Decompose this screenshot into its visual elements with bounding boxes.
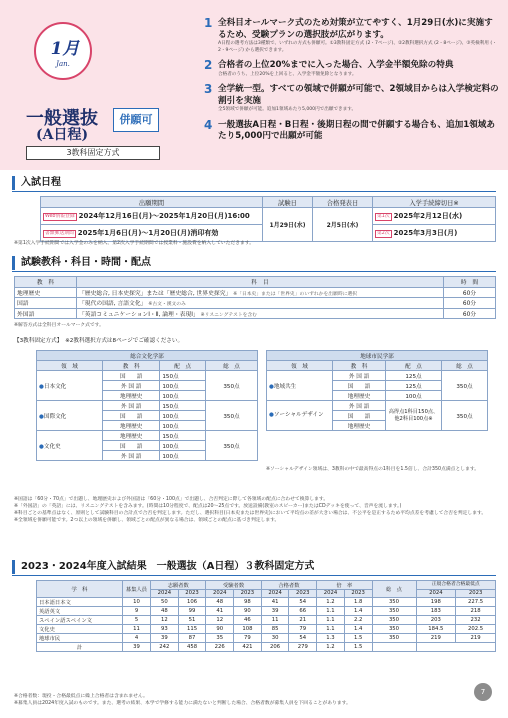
cell: 10 [123,597,151,606]
course: 「歴史総合, 日本史探究」または「歴史総合, 世界史探究」 [79,290,232,297]
th: 志願者数 [151,581,206,590]
cell: 1.3 [317,633,345,642]
cell: 外 国 語 [103,451,160,461]
cell: 1.4 [344,606,372,615]
point-main: 全科目オールマーク式のため対策が立てやすく、1月29日(水)に実施するため、受験プランの選択肢が広がります。 [218,18,493,40]
course-note: ※古文・漢文のみ [148,302,186,308]
th: 2023 [234,590,262,598]
cell: 11 [261,615,289,624]
cell: 国 語 [103,441,160,451]
cell: 458 [178,642,206,651]
th: 学 科 [37,581,123,598]
cell: 1.8 [344,597,372,606]
page-title: 一般選抜 [26,108,98,129]
mail-tag: 書類郵送期間 [45,230,74,236]
cell: 日本語日本文 [37,597,123,606]
cell: 48 [206,597,234,606]
th: 領 域 [37,361,103,371]
mail-period: 2025年1月6日(月)〜1月20日(月)消印有効 [77,229,219,237]
cell: 国 語 [103,371,160,381]
cell: 12 [151,615,179,624]
th: 総 点 [206,361,258,371]
cell: 100点 [160,451,206,461]
cell: 350 [372,597,416,606]
cell: 279 [289,642,317,651]
cell: 99 [178,606,206,615]
th: 2024 [151,590,179,598]
point-sub: 合格者のうち、上位20%を上回ると、入学金半額免除となります。 [218,71,357,77]
th-period: 出願期間 [41,197,263,208]
results-body [37,597,496,651]
note-line: ※合格者数：現役・合格最低点に繰上合格者は含まれません。 [14,694,148,699]
course-note: ※「日本史」または「世界史」のいずれかを出願時に選択 [233,291,358,297]
cell: 115 [178,624,206,633]
cell: 地理歴史 [333,391,386,401]
cell: 外 国 語 [333,371,386,381]
month-circle [34,22,92,80]
point-number: 4 [204,117,213,132]
cell: 1.2 [317,597,345,606]
cell: 421 [234,642,262,651]
cell: 60分 [444,287,496,298]
results-table [36,580,496,652]
table-row [37,597,496,606]
th-deadline: 入学手続締切日※ [373,197,496,208]
course: 「英語コミュニケーションⅠ・Ⅱ, 論理・表現Ⅰ」 [79,311,199,318]
cell: 1.5 [344,633,372,642]
divider [12,575,496,576]
table-row [15,308,496,319]
point-main: 合格者の上位20%までに入った場合、入学金半額免除の特典 [218,60,454,71]
cell: 4 [123,633,151,642]
th-announce: 合格発表日 [313,197,373,208]
g2-note: ※ソーシャルデザイン領域は、3教科の中で最高得点の1科目を1.5倍し、合計350点満点とします。 [266,467,480,472]
cell: 英語英文 [37,606,123,615]
cell: 21 [289,615,317,624]
cell: 125点 [386,371,442,381]
cell: 100点 [160,441,206,451]
section-title-results: 2023・2024年度入試結果 一般選抜（A日程）３教科固定方式 [12,560,314,574]
cell: 1.2 [317,642,345,651]
cell: 106 [178,597,206,606]
g1-name: 総合文化学部 [37,351,258,361]
cell: 350 [372,624,416,633]
th: 倍 率 [317,581,372,590]
note-line: ※科目ごとの基準点はなく、原則として試験科目の合計点で合否を判定します。ただし、選択科目(日本史または世界史)において平均点の差が大きい場合は、不公平を是正するため平均点差を考慮して合否を判定します。 [14,511,487,516]
cell: 87 [178,633,206,642]
note-line: ※募集人員は2024年度入試のものです。また、選考の結果、本学で学修する能力に満たないと判断した場合、合格者数が募集人員を下回ることがあります。 [14,701,351,706]
cell: 外 国 語 [103,381,160,391]
cell: 100点 [160,381,206,391]
table-row [37,624,496,633]
cell [77,298,444,309]
cell: 2.2 [344,615,372,624]
point-sub: A日程の選考方法は3種類で、いずれの方式も併願可。①3教科固定方式 (2・7ページ)、②2教科選択方式 (2・8ページ)、③英検利用 (・2・9ページ) から選択できます。 [218,41,497,53]
th: 領 域 [267,361,333,371]
domain: ソーシャルデザイン [273,412,324,418]
cell: 外国語 [15,308,77,319]
d1-date: 2025年2月12日(水) [393,212,463,220]
th: 受験者数 [206,581,261,590]
web-tag: Web情報登録 [45,213,75,219]
cell: 41 [206,606,234,615]
cell: 350点 [442,371,488,401]
cell: 79 [234,633,262,642]
cell: 218 [456,606,496,615]
cell: 150点 [160,431,206,441]
th: 2023 [178,590,206,598]
g1-table [36,350,258,461]
th: 2024 [261,590,289,598]
g2-table [266,350,488,431]
d2-tag: 第2次 [377,230,390,236]
d1-tag: 第1次 [377,213,390,219]
cell: 54 [289,597,317,606]
table-row [37,615,496,624]
th: 合格者数 [261,581,316,590]
domain-cell: ●国際文化 [37,401,103,431]
course: 「現代の国語, 言語文化」 [79,301,147,308]
point-1 [204,18,500,54]
th-subject: 教 科 [15,277,77,288]
point-number: 1 [204,16,213,30]
cell: 39 [261,606,289,615]
table-row [37,633,496,642]
cell: 1.1 [317,615,345,624]
divider [12,271,496,272]
schedule-table [40,196,496,242]
cell: 外 国 語 [103,401,160,411]
th: 教 科 [103,361,160,371]
fixed-method-note: 【3教科固定方式】 ※2教科選択方式は8ページでご確認ください。 [14,338,184,344]
cell: 184.5 [416,624,456,633]
section-title-schedule: 入試日程 [12,176,61,190]
cell: 227.5 [456,597,496,606]
month-en-label: Jan. [56,60,70,68]
point-number: 3 [204,82,213,97]
cell: 39 [151,633,179,642]
table-row [15,287,496,298]
cell: 183 [416,606,456,615]
cell: 9 [123,606,151,615]
cell: 206 [261,642,289,651]
domain-cell: ●文化史 [37,431,103,461]
announce-date: 2月5日(水) [313,208,373,242]
cell: 350 [372,633,416,642]
cell: 地球市民 [37,633,123,642]
cell: 350点 [206,431,258,461]
cell: 203 [416,615,456,624]
domain-cell: ●ソーシャルデザイン [267,401,333,431]
cell: 79 [289,624,317,633]
cell: 90 [206,624,234,633]
th-course: 科 目 [77,277,444,288]
cell: 41 [261,597,289,606]
cell: 地理歴史 [103,421,160,431]
cell: 100点 [386,391,442,401]
cell [77,287,444,298]
th: 総 点 [372,581,416,598]
cell: 48 [151,606,179,615]
cell: 1.5 [344,642,372,651]
exam-date: 1月29日(水) [263,208,313,242]
point-main: 一般選抜A日程・B日程・後期日程の間で併願する場合も、追加1領域あたり5,000円で出願が可能 [218,119,495,142]
domain: 日本文化 [43,383,67,390]
cell: 125点 [386,381,442,391]
cell: 60分 [444,298,496,309]
feature-points [204,18,500,149]
cell [77,308,444,319]
mail-period-cell [41,225,263,242]
cell: 5 [123,615,151,624]
subjects-table [14,276,496,319]
cell: 90 [234,606,262,615]
divider [12,191,496,192]
cell: 242 [151,642,179,651]
results-notes [14,693,351,707]
domain: 国際文化 [43,413,67,420]
badge-heigan: 併願可 [113,108,159,132]
deadline-1-cell [373,208,496,225]
cell: 150点 [160,371,206,381]
domain-cell: ●日本文化 [37,371,103,401]
th: 配 点 [386,361,442,371]
th: 2024 [317,590,345,598]
domain-cell: ●地域共生 [267,371,333,401]
cell: 100点 [160,391,206,401]
cell: 国 語 [103,411,160,421]
note-line: ※全領域を併願可能です。2つ以上の領域を併願し、領域ごとの配点が異なる場合は、領域ごとの配点に基づき判定します。 [14,518,280,523]
cell: 39 [123,642,151,651]
cell [372,642,416,651]
web-period: 2024年12月16日(月)〜2025年1月20日(月)16:00 [78,212,250,220]
cell: 国 語 [333,411,386,421]
method-label: 3教科固定方式 [26,146,160,160]
cell: 350点 [206,371,258,401]
cell: 1.4 [344,624,372,633]
point-main: 全学統一型。すべての領域で併願が可能で、2領域目からは入学検定料の割引を実施 [218,84,499,106]
cell: 350点 [442,401,488,431]
th: 募集人員 [123,581,151,598]
schedule-note: ※第1次入学手続期間では入学金のみを納入、第2次入学手続期間では授業料・施設費を納入していただきます。 [14,241,254,246]
cell: 11 [123,624,151,633]
point-number: 2 [204,58,213,73]
deadline-2-cell [373,225,496,242]
cell: 98 [234,597,262,606]
page-subtitle: (A日程) [36,127,89,143]
table-row [37,606,496,615]
domain: 地域共生 [273,383,297,390]
d2-date: 2025年3月3日(月) [393,229,458,237]
th: 配 点 [160,361,206,371]
cell: 60分 [444,308,496,319]
cell: 地理歴史 [103,391,160,401]
cell: 54 [289,633,317,642]
cell: 219 [416,633,456,642]
cell: 350 [372,606,416,615]
th: 正規合格者合格最低点 [416,581,496,590]
cell: 国 語 [333,381,386,391]
table-row [15,298,496,309]
cell: 66 [289,606,317,615]
cell: 232 [456,615,496,624]
web-period-cell [41,208,263,225]
cell: 50 [151,597,179,606]
cell: 1.1 [317,624,345,633]
th: 2023 [456,590,496,598]
cell: 93 [151,624,179,633]
cell: 85 [261,624,289,633]
cell: 文化史 [37,624,123,633]
cell: スペイン語スペイン文 [37,615,123,624]
cell: 高得点1科目150点、他2科目100点※ [386,401,442,431]
cell: 150点 [160,401,206,411]
th: 教 科 [333,361,386,371]
cell: 30 [261,633,289,642]
cell: 51 [178,615,206,624]
cell: 100点 [160,411,206,421]
cell: 202.5 [456,624,496,633]
note-line: ※国語は「60分・70点」で出題し、地理歴史および外国語は「60分・100点」で出題し、合否判定に際して各領域の配点に合わせて換算します。 [14,497,329,502]
th: 2023 [289,590,317,598]
cell: 35 [206,633,234,642]
cell: 226 [206,642,234,651]
th: 2024 [416,590,456,598]
subjects-note: ※解答方式は全科目オールマーク式です。 [14,323,104,328]
month-label: 1月 [50,39,80,59]
sum-row [37,642,496,651]
cell: 地理歴史 [333,421,386,431]
th: 2024 [206,590,234,598]
cell: 108 [234,624,262,633]
domain: 文化史 [43,443,61,450]
cell [416,642,496,651]
cell: 350点 [206,401,258,431]
cell: 地理歴史 [15,287,77,298]
course-note: ※リスニングテストを含む [200,312,258,318]
section-title-subjects: 試験教科・科目・時間・配点 [12,256,151,270]
th-time: 時 間 [444,277,496,288]
point-3 [204,84,500,114]
cell: 350 [372,615,416,624]
cell: 計 [37,642,123,651]
cell: 地理歴史 [103,431,160,441]
point-4 [204,117,500,143]
cell: 100点 [160,421,206,431]
point-2 [204,60,500,78]
th: 総 点 [442,361,488,371]
page-number: 7 [474,683,492,701]
cell: 外 国 語 [333,401,386,411]
note-line: ※「外国語」の「英語」には、リスニングテストを含みます。(時間は10分程度で、配点は20〜25点です。放送設備(教室のスピーカー)またはCDデッキを使って、音声を流します。) [14,504,402,509]
g2-name: 地球市民学部 [267,351,488,361]
cell: 1.1 [317,606,345,615]
point-sub: 全5領域で併願が可能。追加1領域あたり5,000円で出願できます。 [218,107,357,113]
cell: 国語 [15,298,77,309]
cell: 12 [206,615,234,624]
general-notes [14,496,496,524]
cell: 219 [456,633,496,642]
cell: 198 [416,597,456,606]
th: 2023 [344,590,372,598]
th-exam: 試験日 [263,197,313,208]
cell: 46 [234,615,262,624]
